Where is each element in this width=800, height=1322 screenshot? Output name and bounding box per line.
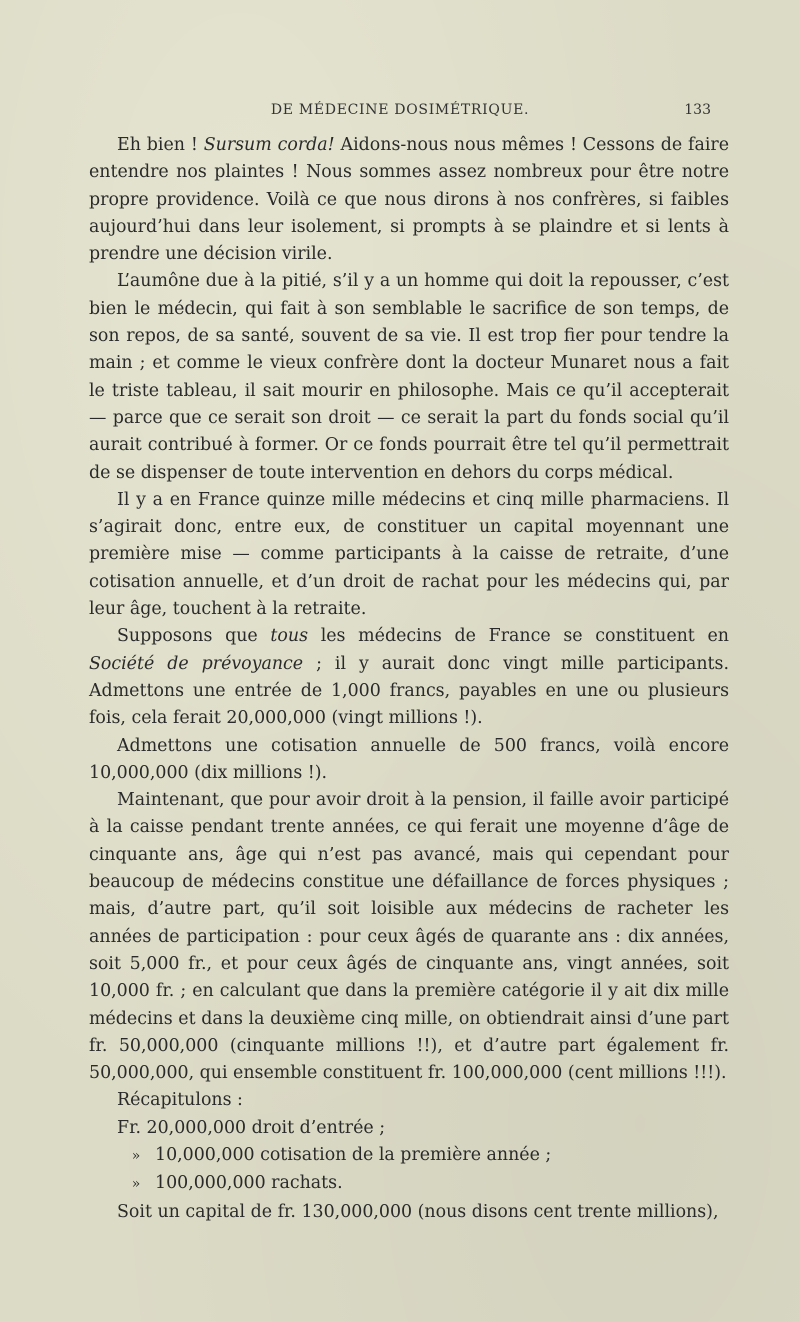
paragraph-4-rest: ; il y aurait donc vingt mille participants. Admettons une entrée de 1,000 francs, payables en une ou plusieurs fois, cela ferait 20,000,000 (vingt millions !). — [89, 653, 730, 729]
paragraph-4-mid: les médecins de France se constituent en — [308, 626, 729, 647]
paragraph-4-start: Supposons que — [117, 626, 271, 647]
paragraph-3: Il y a en France quinze mille médecins et cinq mille pharmaciens. Il s’agirait donc, entre eux, de constituer un capital moyennant une première mise — comme participants à la caisse de retraite, d’une cotisation annuelle, et d’un droit de rachat pour les médecins qui, par leur âge, touchent à la retraite. — [89, 489, 729, 620]
paragraph-1-start: Eh bien ! — [117, 135, 204, 155]
latin-phrase: Sursum corda! — [203, 135, 335, 155]
recap-line-3 — [89, 1170, 729, 1198]
running-title: DE MÉDECINE DOSIMÉTRIQUE. — [270, 102, 530, 118]
emphasis-tous: tous — [270, 626, 308, 647]
page-header — [0, 102, 800, 124]
page-number: 133 — [684, 102, 711, 118]
recap-text-3: 100,000,000 rachats. — [155, 1173, 343, 1194]
paragraph-4 — [89, 623, 729, 732]
paragraph-1-rest: Aidons-nous nous mêmes ! Cessons de faire entendre nos plaintes ! Nous sommes assez nombreux pour être notre propre providence. Voilà ce que nous dirons à nos confrères, si faibles aujourd’hui dans leur isolement, si prompts à se plaindre et si lents à prendre une décision virile. — [89, 135, 729, 265]
emphasis-societe: Société de prévoyance — [89, 653, 304, 674]
recap-line-2 — [89, 1142, 729, 1170]
paragraph-2: L’aumône due à la pitié, s’il y a un homme qui doit la repousser, c’est bien le médecin, qui fait à son semblable le sacrifice de son temps, de son repos, de sa santé, souvent de sa vie. Il est trop fier pour tendre la main ; et comme le vieux confrère dont la docteur Munaret nous a fait le triste tableau, il sait mourir en philosophe. Mais ce qu’il accepterait — parce que ce serait son droit — ce serait la part du fonds social qu’il aurait contribué à former. Or ce fonds pourrait être tel qu’il permettrait de se dispenser de toute intervention en dehors du corps médical. — [89, 271, 729, 483]
final-line: Soit un capital de fr. 130,000,000 (nous disons cent trente millions), — [117, 1201, 719, 1222]
recap-prefix-1: Fr. — [117, 1117, 141, 1138]
ditto-mark: » — [131, 1176, 141, 1193]
paragraph-5: Admettons une cotisation annuelle de 500 francs, voilà encore 10,000,000 (dix millions !). — [89, 735, 729, 783]
recap-text-2: 10,000,000 cotisation de la première année ; — [155, 1144, 552, 1165]
recap-text-1: 20,000,000 droit d’entrée ; — [146, 1117, 386, 1138]
recap-heading: Récapitulons : — [117, 1090, 243, 1111]
ditto-mark: » — [131, 1147, 141, 1164]
recap-line-1 — [89, 1115, 729, 1142]
body-text — [89, 132, 729, 1226]
paragraph-6: Maintenant, que pour avoir droit à la pension, il faille avoir participé à la caisse pendant trente années, ce qui ferait une moyenne d’âge de cinquante ans, âge qui n’est pas avancé, mais qui cependant pour beaucoup de médecins constitue une défaillance de forces physiques ; mais, d’autre part, qu’il soit loisible aux médecins de racheter les années de participation : pour ceux âgés de quarante ans : dix années, soit 5,000 fr., et pour ceux âgés de cinquante ans, vingt années, soit 10,000 fr. ; en calculant que dans la première catégorie il y ait dix mille médecins et dans la deuxième cinq mille, on obtiendrait ainsi d’une part fr. 50,000,000 (cinquante millions !!), et d’autre part également fr. 50,000,000, qui ensemble constituent fr. 100,000,000 (cent millions !!!). — [89, 790, 729, 1084]
paragraph-1 — [89, 132, 729, 268]
